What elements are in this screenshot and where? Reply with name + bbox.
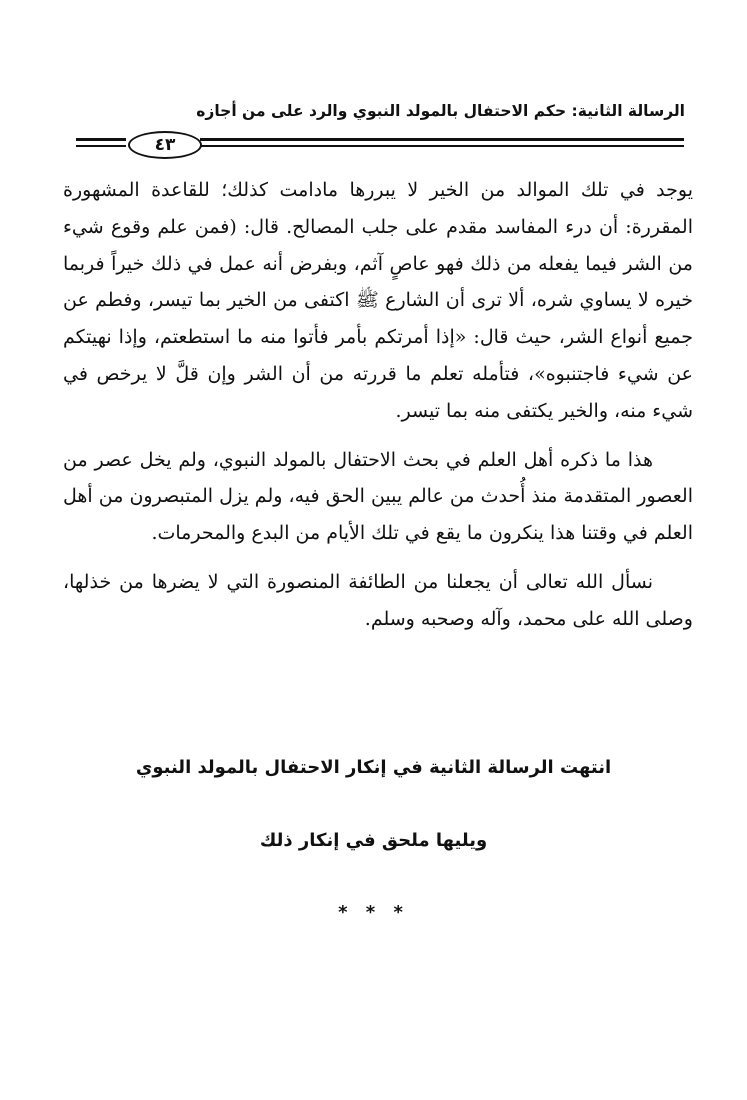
appendix-note: ويليها ملحق في إنكار ذلك	[259, 830, 488, 851]
header-rule-line-left-top	[76, 138, 126, 141]
paragraph-continuation: يوجد في تلك الموالد من الخير لا يبررها مادامت كذلك؛ للقاعدة المشهورة المقررة: أن درء المفاسد مقدم على جلب المصالح. قال: (فمن علم وقوع شيء من الشر فيما يفعله من ذلك فهو عاصٍ آثم، وبفرض أنه عمل في ذلك خيراً فربما خيره لا يساوي شره، ألا ترى أن الشارع ﷺ اكتفى من الخير بما تيسر، وفطم عن جميع أنواع الشر، حيث قال: «إذا أمرتكم بأمر فأتوا منه ما استطعتم، وإذا نهيتكم عن شيء فاجتنبوه»، فتأمله تعلم ما قررته من أن الشر وإن قلَّ لا يرخص في شيء منه، والخير يكتفى منه بما تيسر.	[63, 179, 693, 422]
header-rule-line-bottom	[200, 145, 684, 147]
closing-statement: انتهت الرسالة الثانية في إنكار الاحتفال بالمولد النبوي	[135, 757, 612, 778]
header-rule-line-top	[200, 138, 684, 141]
header-rule-line-left-bottom	[76, 145, 126, 147]
running-header-title: الرسالة الثانية: حكم الاحتفال بالمولد النبوي والرد على من أجازه	[196, 102, 685, 120]
header-rule	[76, 130, 684, 156]
body-text	[63, 172, 693, 650]
paragraph-scholars-summary: هذا ما ذكره أهل العلم في بحث الاحتفال بالمولد النبوي، ولم يخل عصر من العصور المتقدمة منذ أُحدث من عالم يبين الحق فيه، ولم يزل المتبصرون من أهل العلم في وقتنا هذا ينكرون ما يقع في تلك الأيام من البدع والمحرمات.	[63, 448, 693, 545]
paragraph-supplication: نسأل الله تعالى أن يجعلنا من الطائفة المنصورة التي لا يضرها من خذلها، وصلى الله على محمد، وآله وصحبه وسلم.	[63, 570, 693, 630]
page-number: ٤٣	[128, 131, 202, 159]
section-separator-stars: * * *	[338, 902, 409, 923]
